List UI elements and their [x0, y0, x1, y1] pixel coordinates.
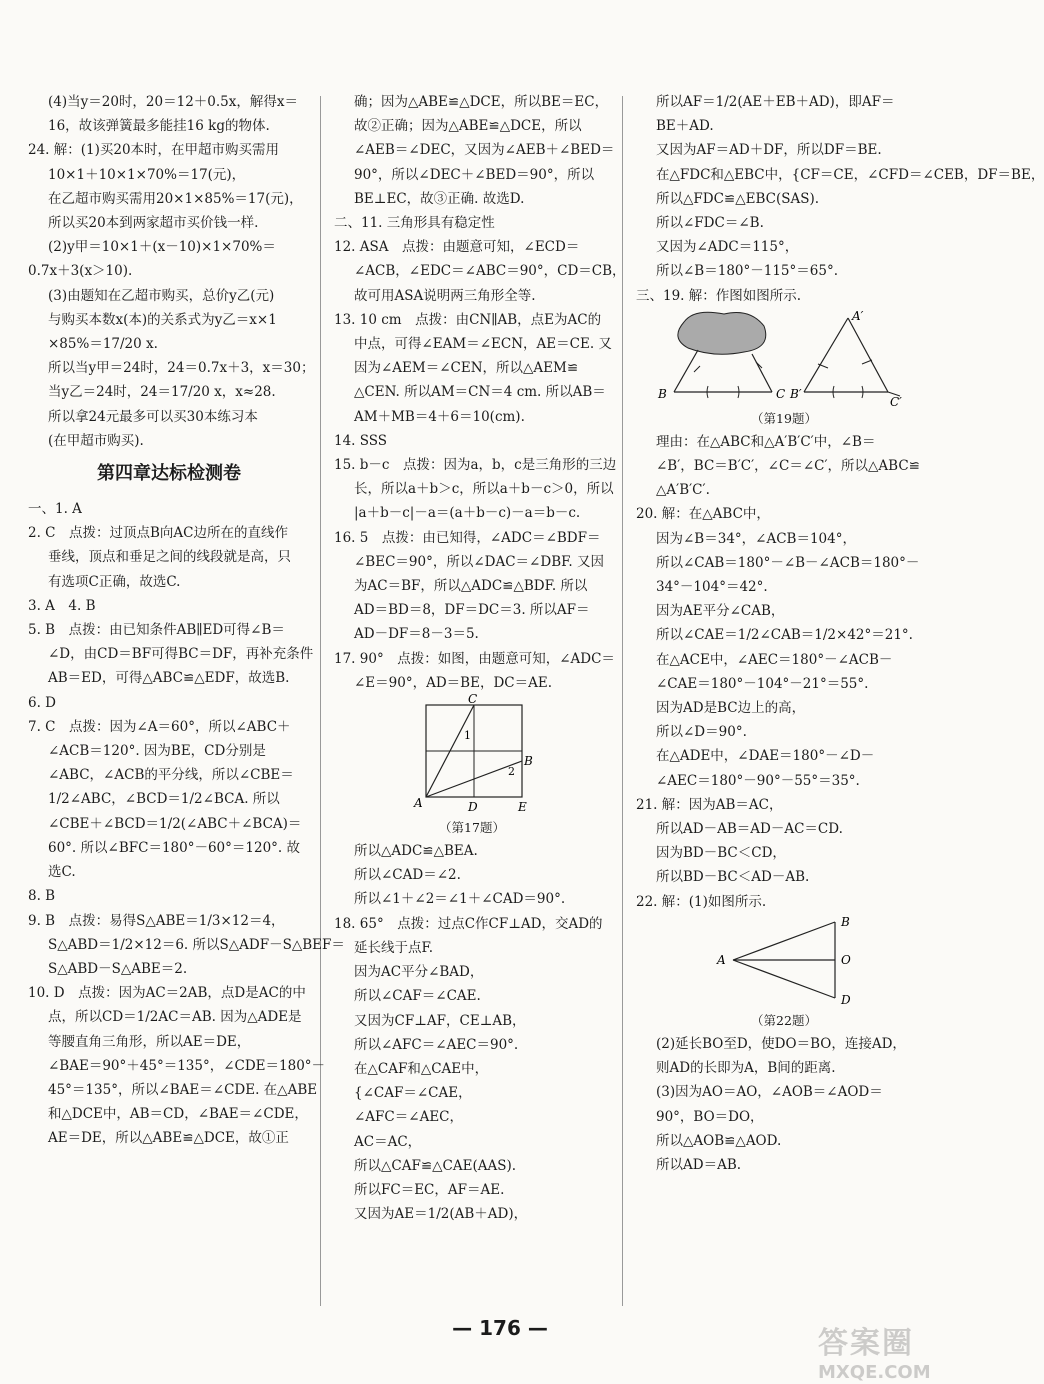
text-line: 9. B 点拨：易得S△ABE＝1/3×12＝4，: [28, 912, 285, 929]
fig17-label-e: E: [518, 800, 527, 815]
figure-22-caption: （第22题）: [751, 1012, 817, 1028]
figure-19-caption: （第19题）: [751, 410, 817, 426]
text-line: 24. 解：(1)买20本时，在甲超市购买需用: [28, 142, 280, 159]
text-line: AC＝AC，: [354, 1133, 422, 1150]
text-line: ∠ABC，∠ACB的平分线，所以∠CBE＝: [48, 767, 294, 784]
figure-22-diagram: [709, 914, 859, 1010]
text-line: 34°－104°＝42°.: [656, 579, 768, 596]
fig19-label-a-prime: A′: [852, 308, 864, 323]
text-line: 16. 5 点拨：由已知得，∠ADC＝∠BDF＝: [334, 529, 601, 546]
text-line: 所以∠1＋∠2＝∠1＋∠CAD＝90°.: [354, 891, 566, 908]
text-line: 在△FDC和△EBC中，{CF＝CE，∠CFD＝∠CEB，DF＝BE，: [656, 166, 1044, 183]
text-line: 45°＝135°，所以∠BAE＝∠CDE. 在△ABE: [48, 1081, 318, 1098]
column-3: [636, 90, 1044, 1177]
text-line: (2)y甲＝10×1＋(x－10)×1×70%＝: [48, 239, 276, 256]
text-line: ∠E＝90°，AD＝BE，DC＝AE.: [354, 674, 552, 691]
text-line: 22. 解：(1)如图所示.: [636, 893, 767, 910]
column-3-block-c: [636, 1032, 932, 1177]
text-line: 18. 65° 点拨：过点C作CF⊥AD，交AD的: [334, 915, 603, 932]
text-line: 延长线于点F.: [354, 939, 434, 956]
text-line: 60°. 所以∠BFC＝180°－60°＝120°. 故: [48, 839, 300, 856]
text-line: 所以∠FDC＝∠B.: [656, 215, 764, 232]
text-line: 1/2∠ABC，∠BCD＝1/2∠BCA. 所以: [48, 791, 280, 808]
text-line: BE＋AD.: [656, 118, 714, 135]
text-line: 所以△ADC≌△BEA.: [354, 843, 478, 860]
text-line: (4)当y＝20时，20＝12＋0.5x，解得x＝: [48, 94, 298, 110]
text-line: 则AD的长即为A，B间的距离.: [656, 1060, 836, 1077]
column-1-block-a: [28, 90, 315, 453]
column-1-block-b: [28, 497, 345, 1150]
text-line: 所以△FDC≌△EBC(SAS).: [656, 190, 820, 207]
fig19-label-b-prime: B′: [790, 386, 802, 401]
text-line: 又因为AF＝AD＋DF，所以DF＝BE.: [656, 142, 882, 159]
text-line: 在△ACE中，∠AEC＝180°－∠ACB－: [656, 651, 893, 668]
text-line: 确；因为△ABE≌△DCE，所以BE＝EC，: [354, 94, 609, 110]
column-1: [28, 90, 345, 1151]
text-line: ∠AFC＝∠AEC，: [354, 1109, 464, 1126]
text-line: ∠D，由CD＝BF可得BC＝DF，再补充条件: [48, 646, 314, 663]
text-line: 二、11. 三角形具有稳定性: [334, 215, 495, 232]
text-line: 中点，可得∠EAM＝∠ECN，AE＝CE. 又: [354, 336, 612, 353]
text-line: ∠ACB＝120°. 因为BE，CD分别是: [48, 743, 266, 760]
text-line: 所以AF＝1/2(AE＋EB＋AD)，即AF＝: [656, 94, 895, 110]
column-2-block-a: [334, 90, 626, 695]
text-line: 选C.: [48, 864, 76, 881]
column-divider-1: [320, 96, 321, 1306]
fig19-label-c-prime: C′: [890, 394, 902, 409]
text-line: 0.7x＋3(x＞10).: [28, 263, 133, 280]
text-line: (在甲超市购买).: [48, 432, 144, 449]
text-line: 故②正确；因为△ABE≌△DCE，所以: [354, 118, 582, 135]
watermark-line-1: 答案圈: [818, 1326, 914, 1361]
page-number: — 176 —: [452, 1316, 548, 1340]
watermark-logo: [818, 1318, 988, 1383]
text-line: 因为AE平分∠CAB，: [656, 603, 785, 620]
section-title: 第四章达标检测卷: [97, 463, 241, 485]
text-line: 21. 解：因为AB＝AC，: [636, 796, 783, 813]
text-line: ∠BAE＝90°＋45°＝135°，∠CDE＝180°－: [48, 1057, 326, 1074]
text-line: 14. SSS: [334, 432, 388, 449]
text-line: 10×1＋10×1×70%＝17(元)，: [48, 166, 246, 183]
text-line: ∠CAE＝180°－104°－21°＝55°.: [656, 675, 869, 692]
text-line: 等腰直角三角形，所以AE＝DE，: [48, 1033, 251, 1050]
text-line: 故可用ASA说明两三角形全等.: [354, 287, 536, 304]
text-line: 13. 10 cm 点拨：由CN∥AB，点E为AC的: [334, 311, 602, 328]
text-line: 因为∠AEM＝∠CEN，所以△AEM≌: [354, 360, 579, 377]
fig22-label-b: B: [841, 914, 850, 929]
text-line: 90°，BO＝DO，: [656, 1108, 764, 1125]
text-line: 15. b－c 点拨：因为a，b，c是三角形的三边: [334, 457, 617, 474]
text-line: 所以∠CAD＝∠2.: [354, 867, 461, 884]
text-line: △CEN. 所以AM＝CN＝4 cm. 所以AB＝: [354, 384, 606, 401]
text-line: 垂线，顶点和垂足之间的线段就是高，只: [48, 549, 291, 566]
text-line: 因为AC平分∠BAD，: [354, 964, 484, 981]
text-line: 又因为CF⊥AF，CE⊥AB，: [354, 1012, 526, 1029]
fig17-label-a: A: [414, 796, 423, 811]
text-line: S△ABD－S△ABE＝2.: [48, 960, 188, 977]
text-line: 所以FC＝EC，AF＝AE.: [354, 1181, 505, 1198]
figure-19: [636, 308, 932, 430]
fig17-label-b: B: [524, 754, 533, 769]
text-line: 所以买20本到两家超市买价钱一样.: [48, 215, 259, 232]
text-line: 90°，所以∠DEC＋∠BED＝90°，所以: [354, 166, 595, 183]
fig17-label-1: 1: [464, 729, 471, 743]
text-line: 所以AD－AB＝AD－AC＝CD.: [656, 821, 843, 838]
text-line: 长，所以a＋b＞c，所以a＋b－c＞0，所以: [354, 481, 614, 498]
fig22-label-a: A: [717, 952, 726, 967]
text-line: (2)延长BO至D，使DO＝BO，连接AD，: [656, 1035, 906, 1052]
text-line: 所以当y甲＝24时，24＝0.7x＋3，x＝30；: [48, 360, 315, 377]
text-line: 3. A 4. B: [28, 597, 96, 614]
text-line: 在△CAF和△CAE中，: [354, 1060, 489, 1077]
watermark-line-2: MXQE.COM: [818, 1362, 931, 1383]
text-line: |a＋b－c|－a＝(a＋b－c)－a＝b－c.: [354, 505, 581, 522]
text-line: 所以∠D＝90°.: [656, 724, 747, 741]
text-line: 8. B: [28, 888, 56, 905]
text-line: 20. 解：在△ABC中，: [636, 506, 770, 523]
text-line: {∠CAF＝∠CAE，: [354, 1085, 472, 1102]
text-line: 因为AD是BC边上的高，: [656, 700, 806, 717]
text-line: 16，故该弹簧最多能挂16 kg的物体.: [48, 118, 270, 135]
text-line: AB＝ED，可得△ABC≌△EDF，故选B.: [48, 670, 290, 687]
text-line: 所以∠CAE＝1/2∠CAB＝1/2×42°＝21°.: [656, 627, 913, 644]
column-2: [334, 90, 626, 1226]
text-line: AE＝DE，所以△ABE≌△DCE，故①正: [48, 1130, 289, 1147]
text-line: 10. D 点拨：因为AC＝2AB，点D是AC的中: [28, 985, 306, 1002]
text-line: ∠ACB，∠EDC＝∠ABC＝90°，CD＝CB，: [354, 263, 626, 280]
text-line: 一、1. A: [28, 501, 82, 518]
text-line: 为AC＝BF，所以△ADC≌△BDF. 所以: [354, 578, 588, 595]
text-line: 所以BD－BC＜AD－AB.: [656, 869, 810, 886]
text-line: 因为BD－BC＜CD，: [656, 845, 786, 862]
text-line: 又因为∠ADC＝115°，: [656, 239, 799, 256]
text-line: 所以∠B＝180°－115°＝65°.: [656, 263, 838, 280]
figure-17: [334, 692, 610, 839]
text-line: 有选项C正确，故选C.: [48, 573, 181, 590]
text-line: AD－DF＝8－3＝5.: [354, 626, 479, 643]
text-line: 所以△CAF≌△CAE(AAS).: [354, 1157, 517, 1174]
text-line: ∠BEC＝90°，所以∠DAC＝∠DBF. 又因: [354, 553, 604, 570]
text-line: S△ABD＝1/2×12＝6. 所以S△ADF－S△BEF＝: [48, 936, 345, 953]
figure-19-diagram: [654, 308, 914, 408]
fig22-label-o: O: [841, 952, 851, 967]
text-line: 与购买本数x(本)的关系式为y乙＝x×1: [48, 311, 277, 328]
text-line: 当y乙＝24时，24＝17/20 x，x≈28.: [48, 384, 276, 401]
text-line: 和△DCE中，AB＝CD，∠BAE＝∠CDE，: [48, 1106, 308, 1123]
fig17-label-d: D: [468, 800, 478, 815]
text-line: 三、19. 解：作图如图所示.: [636, 287, 802, 304]
column-3-block-b: [636, 430, 932, 914]
text-line: AM＋MB＝4＋6＝10(cm).: [354, 408, 525, 425]
text-line: 在△ADE中，∠DAE＝180°－∠D－: [656, 748, 875, 765]
text-line: (3)因为AO＝AO，∠AOB＝∠AOD＝: [656, 1084, 883, 1101]
text-line: 12. ASA 点拨：由题意可知，∠ECD＝: [334, 239, 580, 256]
figure-17-diagram: [412, 692, 533, 817]
text-line: 所以∠CAB＝180°－∠B－∠ACB＝180°－: [656, 554, 920, 571]
text-line: 所以∠AFC＝∠AEC＝90°.: [354, 1036, 519, 1053]
text-line: 所以拿24元最多可以买30本练习本: [48, 408, 258, 425]
text-line: 因为∠B＝34°，∠ACB＝104°，: [656, 530, 856, 547]
text-line: 6. D: [28, 694, 56, 711]
text-line: ∠AEC＝180°－90°－55°＝35°.: [656, 772, 860, 789]
text-line: ∠CBE＋∠BCD＝1/2(∠ABC＋∠BCA)＝: [48, 815, 302, 832]
text-line: (3)由题知在乙超市购买，总价y乙(元): [48, 287, 275, 304]
text-line: 又因为AE＝1/2(AB＋AD)，: [354, 1206, 528, 1223]
column-2-block-b: [334, 839, 610, 1226]
fig17-label-c: C: [468, 692, 478, 707]
fig19-label-b: B: [658, 386, 667, 401]
text-line: 理由：在△ABC和△A′B′C′中，∠B＝: [656, 433, 876, 450]
column-3-block-a: [636, 90, 1044, 308]
text-line: ∠B′，BC＝B′C′，∠C＝∠C′，所以△ABC≌: [656, 458, 920, 475]
figure-17-caption: （第17题）: [439, 820, 505, 836]
fig19-label-c: C: [776, 386, 786, 401]
text-line: 2. C 点拨：过顶点B向AC边所在的直线作: [28, 525, 288, 542]
text-line: ∠AEB＝∠DEC，又因为∠AEB＋∠BED＝: [354, 142, 615, 159]
text-line: 17. 90° 点拨：如图，由题意可知，∠ADC＝: [334, 650, 615, 667]
text-line: BE⊥EC，故③正确. 故选D.: [354, 190, 525, 207]
text-line: AD＝BD＝8，DF＝DC＝3. 所以AF＝: [354, 602, 590, 619]
text-line: 所以AD＝AB.: [656, 1156, 742, 1173]
fig22-label-d: D: [841, 992, 851, 1007]
text-line: ×85%＝17/20 x.: [48, 336, 158, 353]
figure-22: [636, 914, 932, 1032]
text-line: △A′B′C′.: [656, 482, 710, 499]
fig17-label-2: 2: [508, 765, 515, 779]
text-line: 所以∠CAF＝∠CAE.: [354, 988, 481, 1005]
text-line: 点，所以CD＝1/2AC＝AB. 因为△ADE是: [48, 1009, 302, 1026]
text-line: 5. B 点拨：由已知条件AB∥ED可得∠B＝: [28, 622, 285, 639]
text-line: 7. C 点拨：因为∠A＝60°，所以∠ABC＋: [28, 718, 291, 735]
text-line: 所以△AOB≌△AOD.: [656, 1132, 782, 1149]
text-line: 在乙超市购买需用20×1×85%＝17(元)，: [48, 190, 303, 207]
